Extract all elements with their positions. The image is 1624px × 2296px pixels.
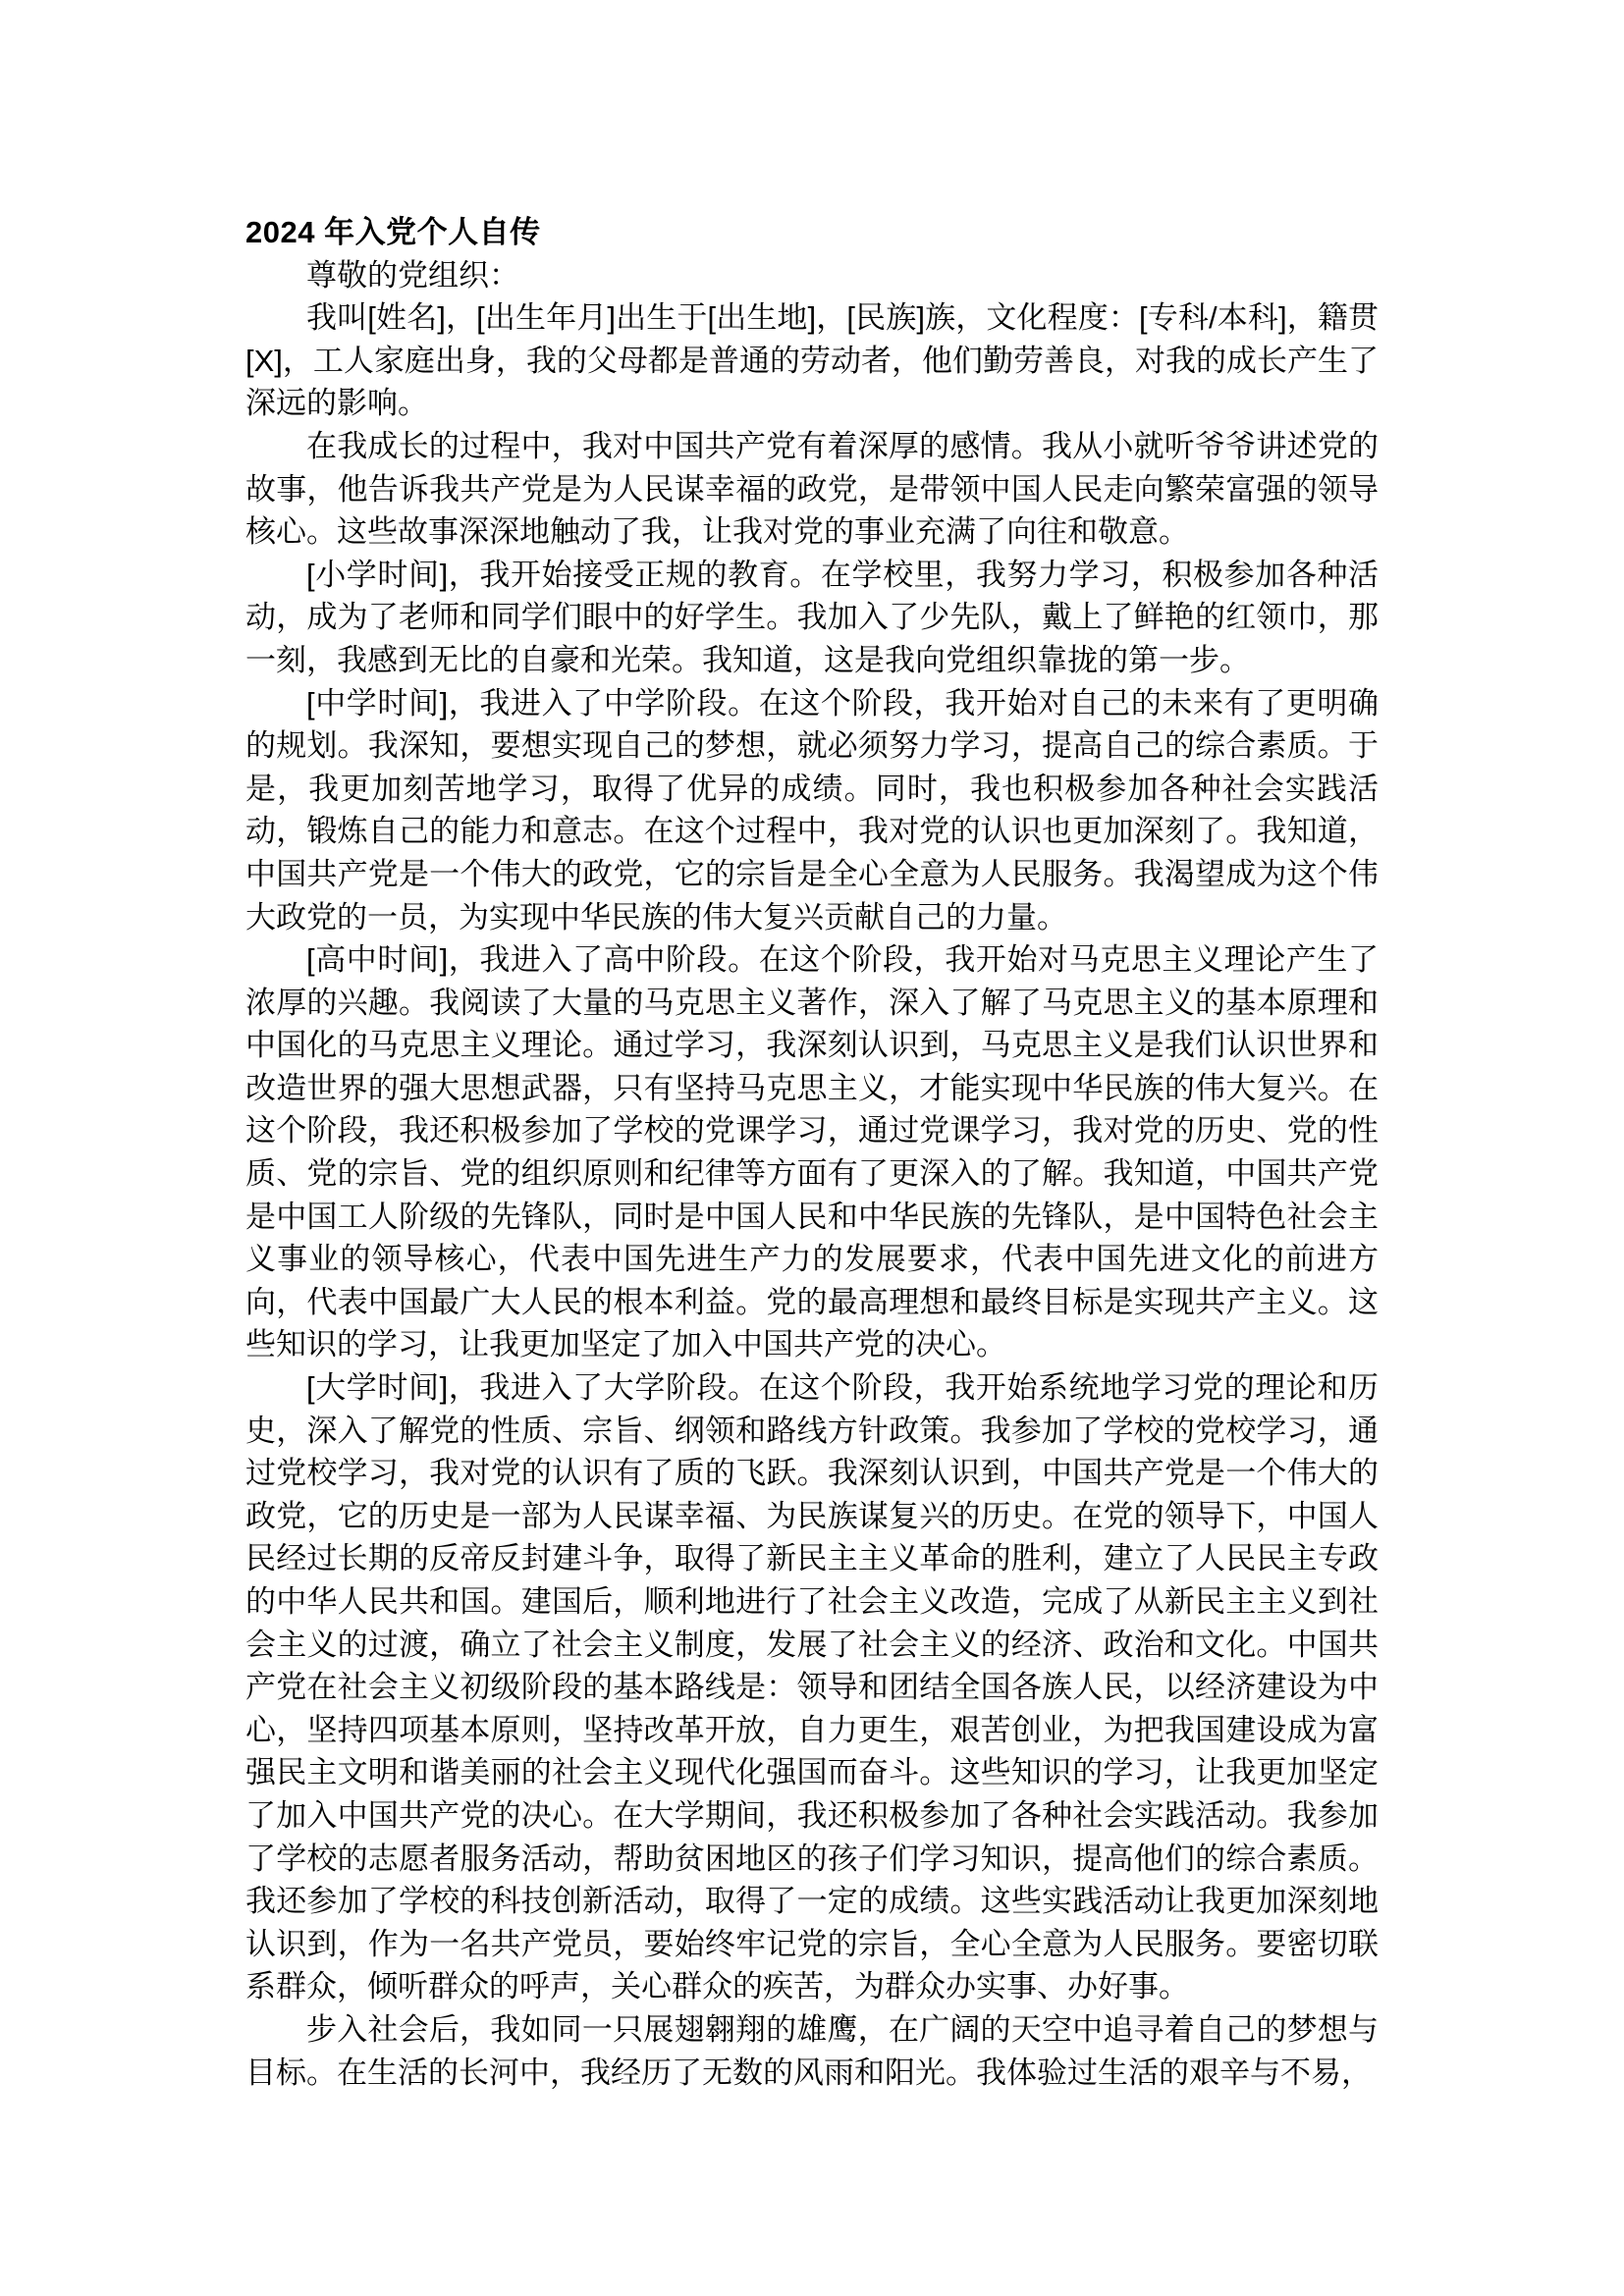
paragraph-middle-school: [中学时间]，我进入了中学阶段。在这个阶段，我开始对自己的未来有了更明确的规划。我深知，要想实现自己的梦想，就必须努力学习，提高自己的综合素质。于是，我更加刻苦地学习，取得了优异的成绩。同时，我也积极参加各种社会实践活动，锻炼自己的能力和意志。在这个过程中，我对党的认识也更加深刻了。我知道，中国共产党是一个伟大的政党，它的宗旨是全心全意为人民服务。我渴望成为这个伟大政党的一员，为实现中华民族的伟大复兴贡献自己的力量。 (245, 685, 1379, 934)
document-title: 2024 年入党个人自传 (245, 215, 541, 249)
paragraph-primary-school: [小学时间]，我开始接受正规的教育。在学校里，我努力学习，积极参加各种活动，成为了老师和同学们眼中的好学生。我加入了少先队，戴上了鲜艳的红领巾，那一刻，我感到无比的自豪和光荣。我知道，这是我向党组织靠拢的第一步。 (245, 557, 1379, 677)
paragraph-high-school: [高中时间]，我进入了高中阶段。在这个阶段，我开始对马克思主义理论产生了浓厚的兴趣。我阅读了大量的马克思主义著作，深入了解了马克思主义的基本原理和中国化的马克思主义理论。通过学习，我深刻认识到，马克思主义是我们认识世界和改造世界的强大思想武器，只有坚持马克思主义，才能实现中华民族的伟大复兴。在这个阶段，我还积极参加了学校的党课学习，通过党课学习，我对党的历史、党的性质、党的宗旨、党的组织原则和纪律等方面有了更深入的了解。我知道，中国共产党是中国工人阶级的先锋队，同时是中国人民和中华民族的先锋队，是中国特色社会主义事业的领导核心，代表中国先进生产力的发展要求，代表中国先进文化的前进方向，代表中国最广大人民的根本利益。党的最高理想和最终目标是实现共产主义。这些知识的学习，让我更加坚定了加入中国共产党的决心。 (245, 942, 1379, 1362)
paragraph-university: [大学时间]，我进入了大学阶段。在这个阶段，我开始系统地学习党的理论和历史，深入了解党的性质、宗旨、纲领和路线方针政策。我参加了学校的党校学习，通过党校学习，我对党的认识有了质的飞跃。我深刻认识到，中国共产党是一个伟大的政党，它的历史是一部为人民谋幸福、为民族谋复兴的历史。在党的领导下，中国人民经过长期的反帝反封建斗争，取得了新民主主义革命的胜利，建立了人民民主专政的中华人民共和国。建国后，顺利地进行了社会主义改造，完成了从新民主主义到社会主义的过渡，确立了社会主义制度，发展了社会主义的经济、政治和文化。中国共产党在社会主义初级阶段的基本路线是：领导和团结全国各族人民，以经济建设为中心，坚持四项基本原则，坚持改革开放，自力更生，艰苦创业，为把我国建设成为富强民主文明和谐美丽的社会主义现代化强国而奋斗。这些知识的学习，让我更加坚定了加入中国共产党的决心。在大学期间，我还积极参加了各种社会实践活动。我参加了学校的志愿者服务活动，帮助贫困地区的孩子们学习知识，提高他们的综合素质。我还参加了学校的科技创新活动，取得了一定的成绩。这些实践活动让我更加深刻地认识到，作为一名共产党员，要始终牢记党的宗旨，全心全意为人民服务。要密切联系群众，倾听群众的呼声，关心群众的疾苦，为群众办实事、办好事。 (245, 1370, 1379, 2004)
paragraph-entering-society: 步入社会后，我如同一只展翅翱翔的雄鹰，在广阔的天空中追寻着自己的梦想与目标。在生活的长河中，我经历了无数的风雨和阳光。我体验过生活的艰辛与不易， (245, 2011, 1379, 2090)
salutation: 尊敬的党组织： (306, 257, 519, 293)
paragraph-growing-up: 在我成长的过程中，我对中国共产党有着深厚的感情。我从小就听爷爷讲述党的故事，他告诉我共产党是为人民谋幸福的政党，是带领中国人民走向繁荣富强的领导核心。这些故事深深地触动了我，让我对党的事业充满了向往和敬意。 (245, 428, 1379, 550)
paragraph-intro: 我叫[姓名]，[出生年月]出生于[出生地]，[民族]族，文化程度：[专科/本科]，籍贯[X]，工人家庭出身，我的父母都是普通的劳动者，他们勤劳善良，对我的成长产生了深远的影响。 (245, 300, 1379, 421)
